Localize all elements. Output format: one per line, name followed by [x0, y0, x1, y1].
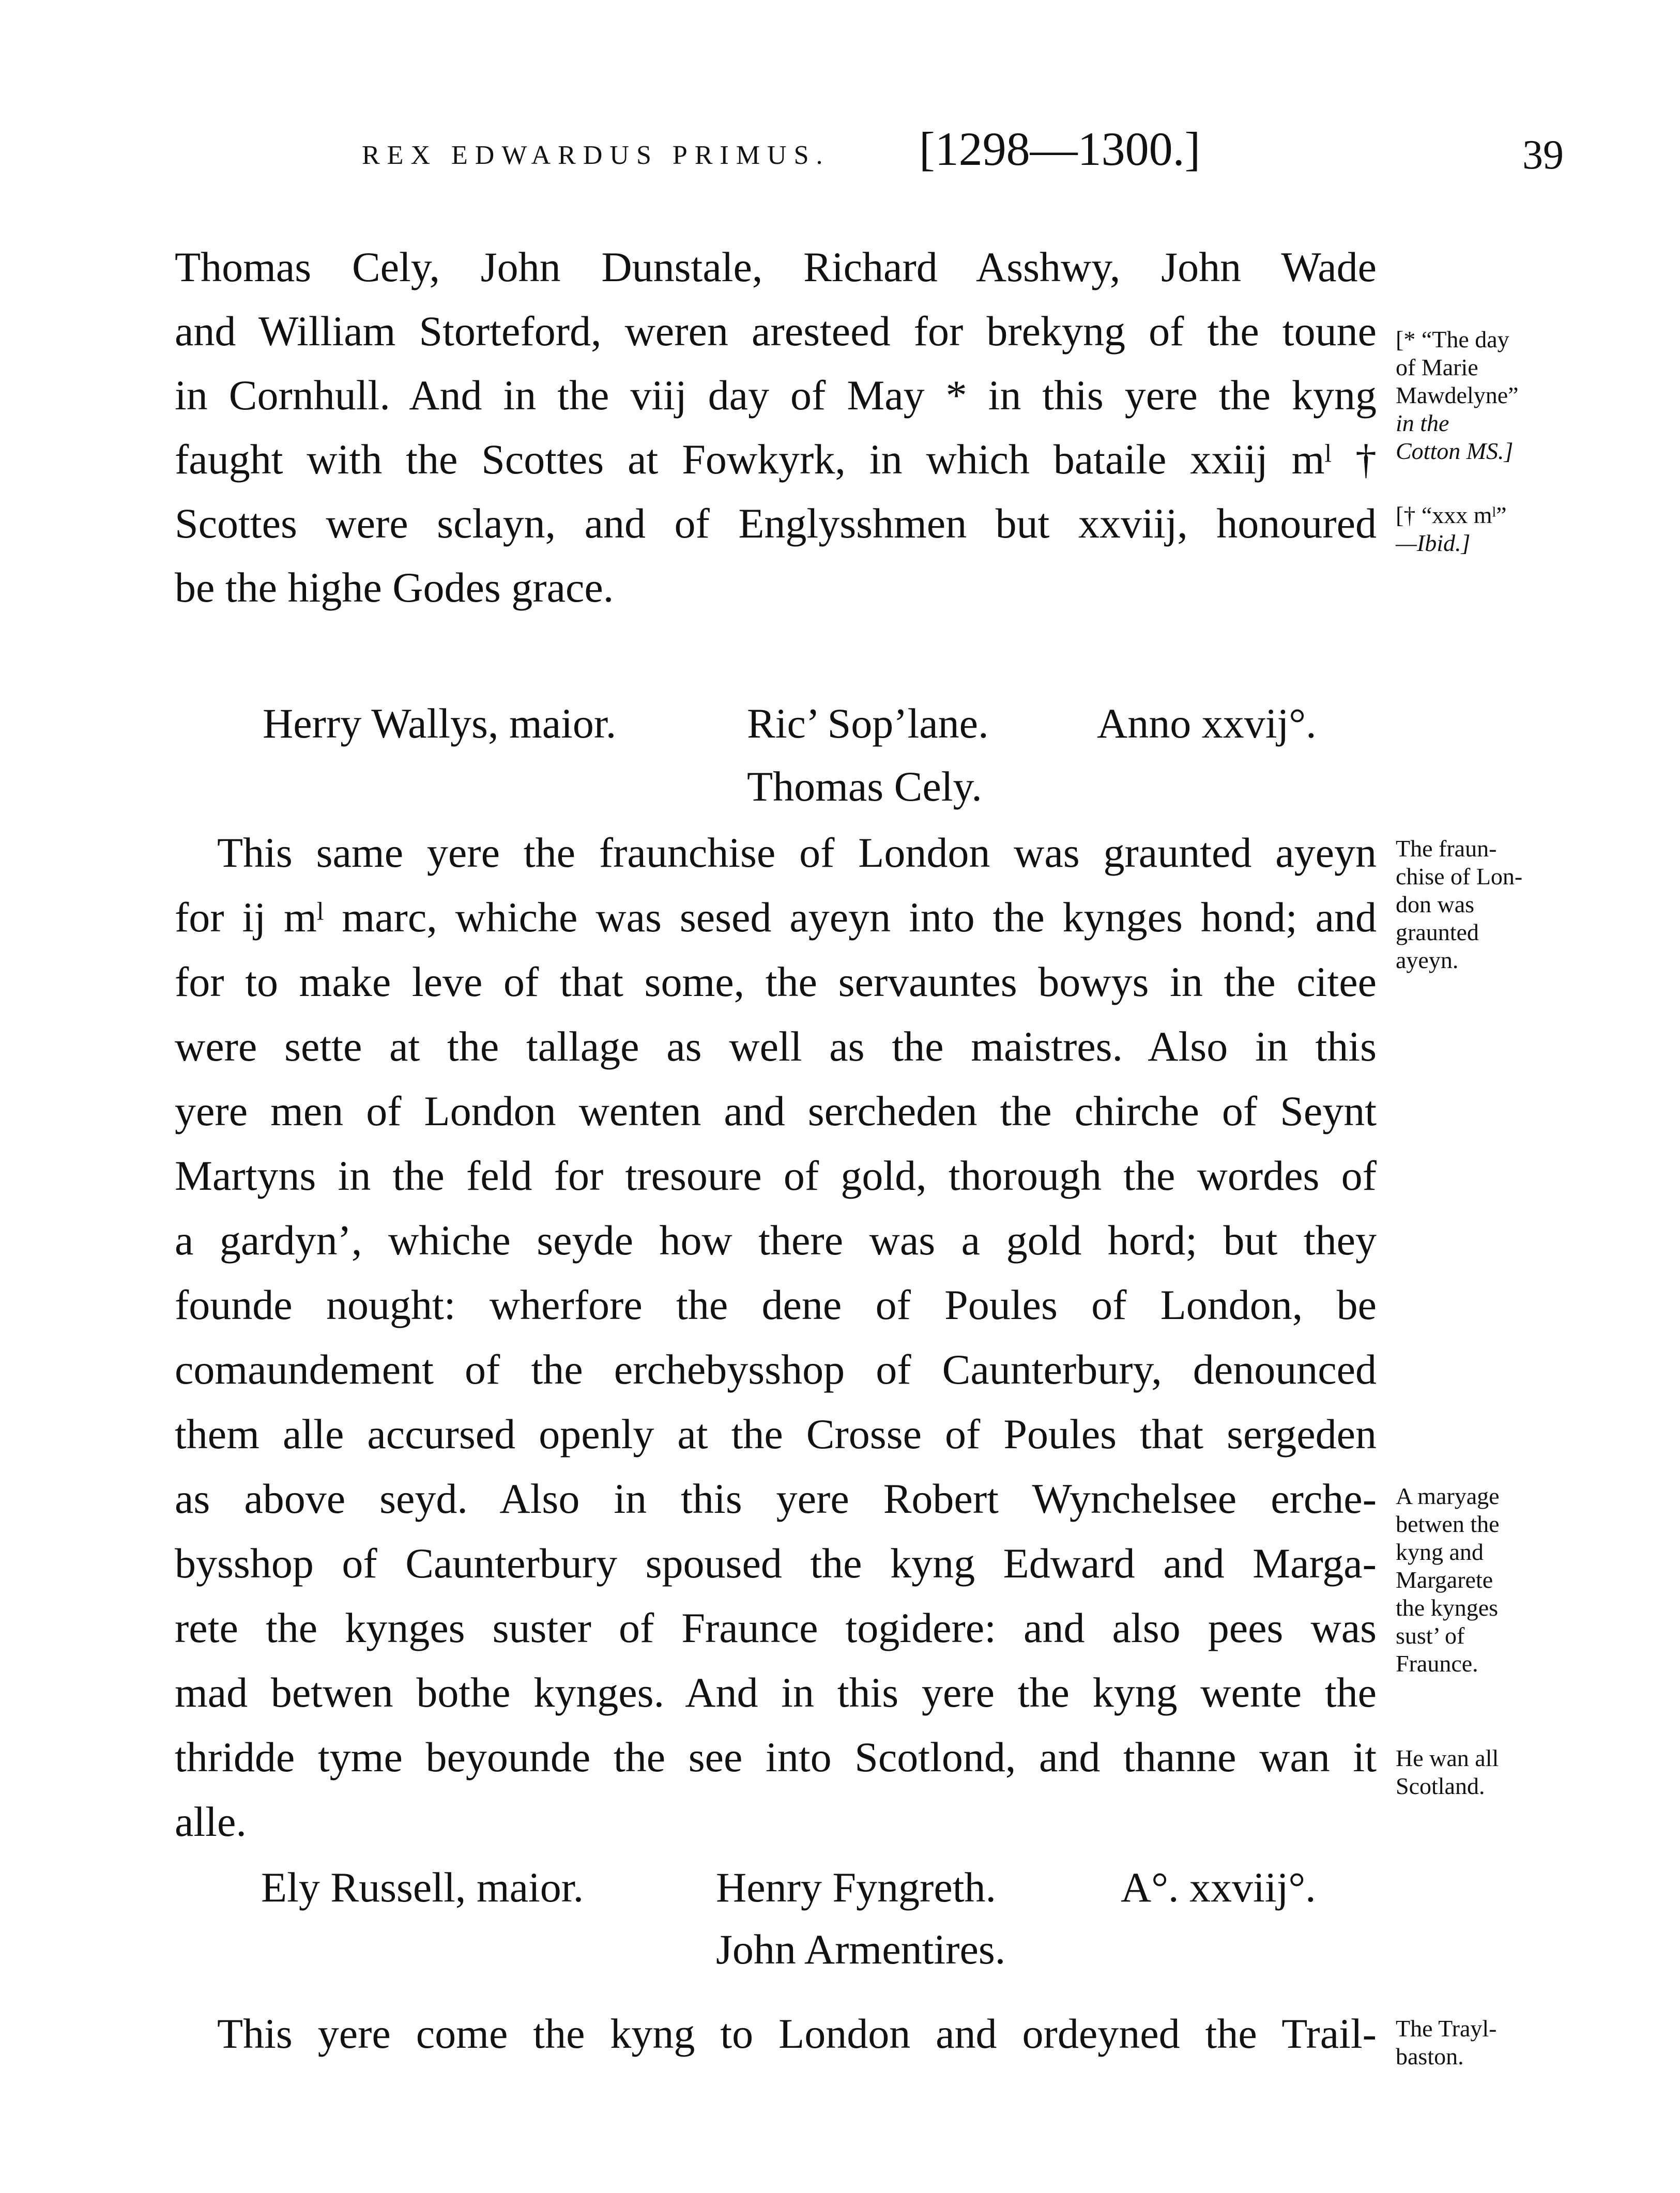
header-title: REX EDWARDUS PRIMUS. — [362, 141, 830, 170]
note-line: Fraunce. — [1396, 1650, 1478, 1677]
sheriff-name: Ric’ Sop’lane. — [747, 700, 989, 747]
margin-note-day-of-marie — [1396, 326, 1582, 465]
text-line: yere men of London wenten and sercheden the chirche of Seynt — [175, 1087, 1377, 1134]
sheriff-name: Thomas Cely. — [747, 763, 982, 810]
margin-note-traylbaston — [1396, 2015, 1582, 2071]
note-line: The Trayl- — [1396, 2015, 1497, 2042]
text-line: a gardyn’, whiche seyde how there was a gold hord; but they — [175, 1217, 1377, 1264]
text-line: founde nought: wherfore the dene of Poules of London, be — [175, 1281, 1377, 1328]
page-number: 39 — [1522, 132, 1564, 178]
text-line: as above seyd. Also in this yere Robert Wynchelsee erche- — [175, 1475, 1377, 1522]
text-line: for to make leve of that some, the servauntes bowys in the citee — [175, 958, 1377, 1005]
running-header — [0, 121, 1680, 178]
note-line: Cotton MS.] — [1396, 438, 1514, 464]
text-line: and William Storteford, weren aresteed for brekyng of the toune — [175, 308, 1377, 355]
text-line: comaundement of the erchebysshop of Caunterbury, denounced — [175, 1346, 1377, 1393]
text-line: This yere come the kyng to London and ordeyned the Trail- — [217, 2010, 1377, 2057]
note-line: Margarete — [1396, 1567, 1493, 1593]
note-line: chise of Lon- — [1396, 863, 1523, 890]
text-line: them alle accursed openly at the Crosse of Poules that sergeden — [175, 1410, 1377, 1458]
text-line: for ij mˡ marc, whiche was sesed ayeyn into the kynges hond; and — [175, 894, 1377, 941]
header-dates: [1298—1300.] — [919, 122, 1201, 175]
note-line: graunted — [1396, 919, 1479, 945]
mayor-name: Ely Russell, maior. — [261, 1864, 584, 1911]
margin-note-maryage — [1396, 1482, 1582, 1678]
note-line: sust’ of — [1396, 1622, 1465, 1649]
note-line: He wan all — [1396, 1745, 1499, 1771]
text-line: in Cornhull. And in the viij day of May * in this yere the kyng — [175, 372, 1377, 419]
margin-note-scotland — [1396, 1744, 1582, 1800]
note-line: the kynges — [1396, 1594, 1499, 1621]
note-line: kyng and — [1396, 1539, 1484, 1565]
text-line: faught with the Scottes at Fowkyrk, in which bataile xxiij mˡ † — [175, 436, 1377, 483]
note-line: [† “xxx mˡ” — [1396, 502, 1507, 528]
sheriff-name: Henry Fyngreth. — [716, 1864, 997, 1911]
regnal-year: Anno xxvij°. — [1097, 700, 1317, 747]
margin-note-fraunchise — [1396, 835, 1582, 974]
text-line: mad betwen bothe kynges. And in this yere the kyng wente the — [175, 1669, 1377, 1716]
note-line: [* “The day — [1396, 326, 1509, 352]
text-line: Martyns in the feld for tresoure of gold, thorough the wordes of — [175, 1152, 1377, 1199]
text-line: alle. — [175, 1798, 247, 1845]
text-line: thridde tyme beyounde the see into Scotlond, and thanne wan it — [175, 1734, 1377, 1781]
mayor-name: Herry Wallys, maior. — [263, 700, 617, 747]
text-line: be the highe Godes grace. — [175, 564, 614, 611]
note-line: in the — [1396, 410, 1449, 436]
text-line: bysshop of Caunterbury spoused the kyng Edward and Marga- — [175, 1540, 1377, 1587]
margin-note-xxx-ml — [1396, 501, 1582, 557]
note-line: betwen the — [1396, 1511, 1500, 1537]
sheriff-name: John Armentires. — [716, 1926, 1006, 1973]
note-line: baston. — [1396, 2043, 1464, 2069]
note-line: ayeyn. — [1396, 947, 1459, 973]
note-line: of Marie — [1396, 354, 1478, 380]
note-line: Mawdelyne” — [1396, 382, 1519, 408]
text-line: Scottes were sclayn, and of Englysshmen but xxviij, honoured — [175, 500, 1377, 547]
regnal-year: A°. xxviij°. — [1121, 1864, 1316, 1911]
note-line: Scotland. — [1396, 1773, 1485, 1799]
text-line: This same yere the fraunchise of London was graunted ayeyn — [217, 829, 1377, 876]
note-line: A maryage — [1396, 1483, 1500, 1509]
text-line: Thomas Cely, John Dunstale, Richard Asshwy, John Wade — [175, 243, 1377, 290]
note-line: The fraun- — [1396, 835, 1497, 862]
text-line: were sette at the tallage as well as the maistres. Also in this — [175, 1023, 1377, 1070]
note-line: —Ibid.] — [1396, 530, 1471, 556]
note-line: don was — [1396, 891, 1475, 917]
text-line: rete the kynges suster of Fraunce togidere: and also pees was — [175, 1604, 1377, 1651]
